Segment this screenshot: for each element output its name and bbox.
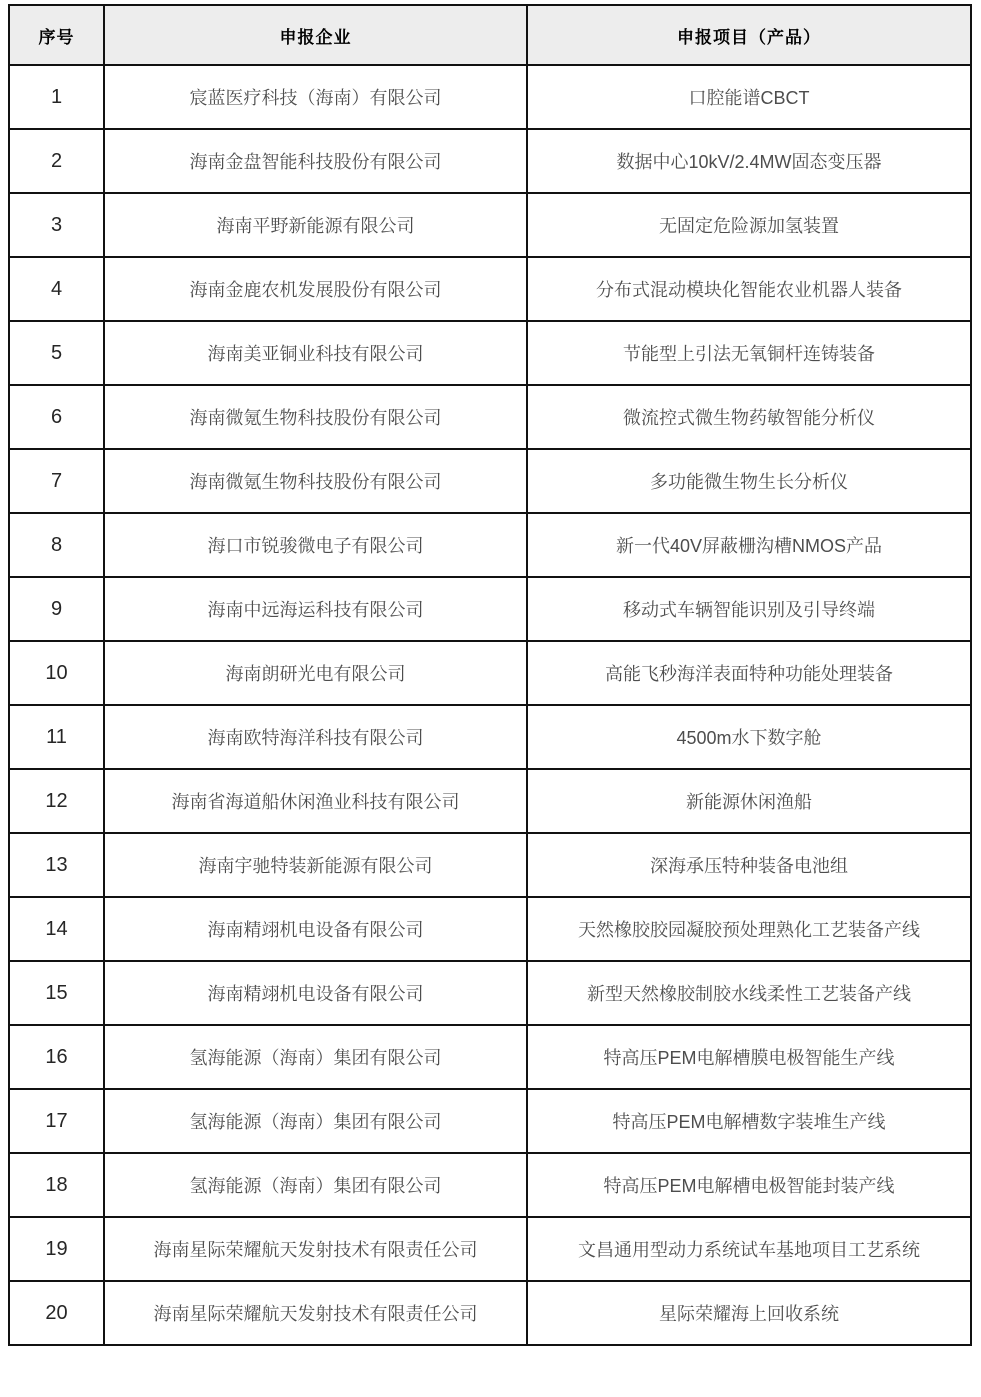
- row-index-cell: 15: [9, 961, 104, 1025]
- table-row: [9, 513, 971, 577]
- row-index-cell: 19: [9, 1217, 104, 1281]
- table-header: [9, 5, 971, 65]
- row-index-cell: 2: [9, 129, 104, 193]
- company-cell: 海南微氪生物科技股份有限公司: [104, 449, 527, 513]
- company-cell: 海南美亚铜业科技有限公司: [104, 321, 527, 385]
- row-index-cell: 17: [9, 1089, 104, 1153]
- column-header-product: 申报项目（产品）: [527, 5, 971, 65]
- product-cell: 分布式混动模块化智能农业机器人装备: [527, 257, 971, 321]
- company-cell: 氢海能源（海南）集团有限公司: [104, 1089, 527, 1153]
- row-index-cell: 8: [9, 513, 104, 577]
- company-cell: 海南金盘智能科技股份有限公司: [104, 129, 527, 193]
- row-index-cell: 7: [9, 449, 104, 513]
- table-body: [9, 65, 971, 1345]
- row-index-cell: 4: [9, 257, 104, 321]
- table-row: [9, 1281, 971, 1345]
- company-cell: 氢海能源（海南）集团有限公司: [104, 1025, 527, 1089]
- row-index-cell: 18: [9, 1153, 104, 1217]
- row-index-cell: 5: [9, 321, 104, 385]
- row-index-cell: 14: [9, 897, 104, 961]
- company-cell: 海南星际荣耀航天发射技术有限责任公司: [104, 1217, 527, 1281]
- table-row: [9, 257, 971, 321]
- product-cell: 无固定危险源加氢装置: [527, 193, 971, 257]
- table-row: [9, 769, 971, 833]
- product-cell: 口腔能谱CBCT: [527, 65, 971, 129]
- table-row: [9, 705, 971, 769]
- table-row: [9, 833, 971, 897]
- row-index-cell: 6: [9, 385, 104, 449]
- table-row: [9, 641, 971, 705]
- company-cell: 海南精翊机电设备有限公司: [104, 897, 527, 961]
- table-row: [9, 321, 971, 385]
- table-row: [9, 1089, 971, 1153]
- table-row: [9, 897, 971, 961]
- company-cell: 海南欧特海洋科技有限公司: [104, 705, 527, 769]
- row-index-cell: 9: [9, 577, 104, 641]
- column-header-index: 序号: [9, 5, 104, 65]
- row-index-cell: 13: [9, 833, 104, 897]
- company-cell: 海口市锐骏微电子有限公司: [104, 513, 527, 577]
- company-cell: 海南平野新能源有限公司: [104, 193, 527, 257]
- table-row: [9, 1153, 971, 1217]
- product-cell: 移动式车辆智能识别及引导终端: [527, 577, 971, 641]
- row-index-cell: 16: [9, 1025, 104, 1089]
- table-row: [9, 385, 971, 449]
- product-cell: 高能飞秒海洋表面特种功能处理装备: [527, 641, 971, 705]
- product-cell: 微流控式微生物药敏智能分析仪: [527, 385, 971, 449]
- table-row: [9, 961, 971, 1025]
- product-cell: 特高压PEM电解槽电极智能封装产线: [527, 1153, 971, 1217]
- company-cell: 宸蓝医疗科技（海南）有限公司: [104, 65, 527, 129]
- product-cell: 深海承压特种装备电池组: [527, 833, 971, 897]
- product-cell: 4500m水下数字舱: [527, 705, 971, 769]
- product-cell: 数据中心10kV/2.4MW固态变压器: [527, 129, 971, 193]
- product-cell: 多功能微生物生长分析仪: [527, 449, 971, 513]
- table-row: [9, 449, 971, 513]
- company-cell: 海南金鹿农机发展股份有限公司: [104, 257, 527, 321]
- product-cell: 新型天然橡胶制胶水线柔性工艺装备产线: [527, 961, 971, 1025]
- column-header-company: 申报企业: [104, 5, 527, 65]
- company-cell: 海南精翊机电设备有限公司: [104, 961, 527, 1025]
- table-row: [9, 1025, 971, 1089]
- product-cell: 节能型上引法无氧铜杆连铸装备: [527, 321, 971, 385]
- product-cell: 文昌通用型动力系统试车基地项目工艺系统: [527, 1217, 971, 1281]
- product-cell: 天然橡胶胶园凝胶预处理熟化工艺装备产线: [527, 897, 971, 961]
- company-cell: 海南省海道船休闲渔业科技有限公司: [104, 769, 527, 833]
- table-row: [9, 129, 971, 193]
- row-index-cell: 10: [9, 641, 104, 705]
- application-table: [8, 4, 972, 1346]
- product-cell: 新一代40V屏蔽栅沟槽NMOS产品: [527, 513, 971, 577]
- row-index-cell: 1: [9, 65, 104, 129]
- company-cell: 海南宇驰特装新能源有限公司: [104, 833, 527, 897]
- row-index-cell: 20: [9, 1281, 104, 1345]
- product-cell: 星际荣耀海上回收系统: [527, 1281, 971, 1345]
- header-row: [9, 5, 971, 65]
- company-cell: 海南星际荣耀航天发射技术有限责任公司: [104, 1281, 527, 1345]
- row-index-cell: 3: [9, 193, 104, 257]
- table-row: [9, 193, 971, 257]
- table-row: [9, 1217, 971, 1281]
- company-cell: 海南朗研光电有限公司: [104, 641, 527, 705]
- row-index-cell: 12: [9, 769, 104, 833]
- product-cell: 新能源休闲渔船: [527, 769, 971, 833]
- table-row: [9, 577, 971, 641]
- company-cell: 海南微氪生物科技股份有限公司: [104, 385, 527, 449]
- company-cell: 氢海能源（海南）集团有限公司: [104, 1153, 527, 1217]
- product-cell: 特高压PEM电解槽膜电极智能生产线: [527, 1025, 971, 1089]
- company-cell: 海南中远海运科技有限公司: [104, 577, 527, 641]
- table-row: [9, 65, 971, 129]
- product-cell: 特高压PEM电解槽数字装堆生产线: [527, 1089, 971, 1153]
- row-index-cell: 11: [9, 705, 104, 769]
